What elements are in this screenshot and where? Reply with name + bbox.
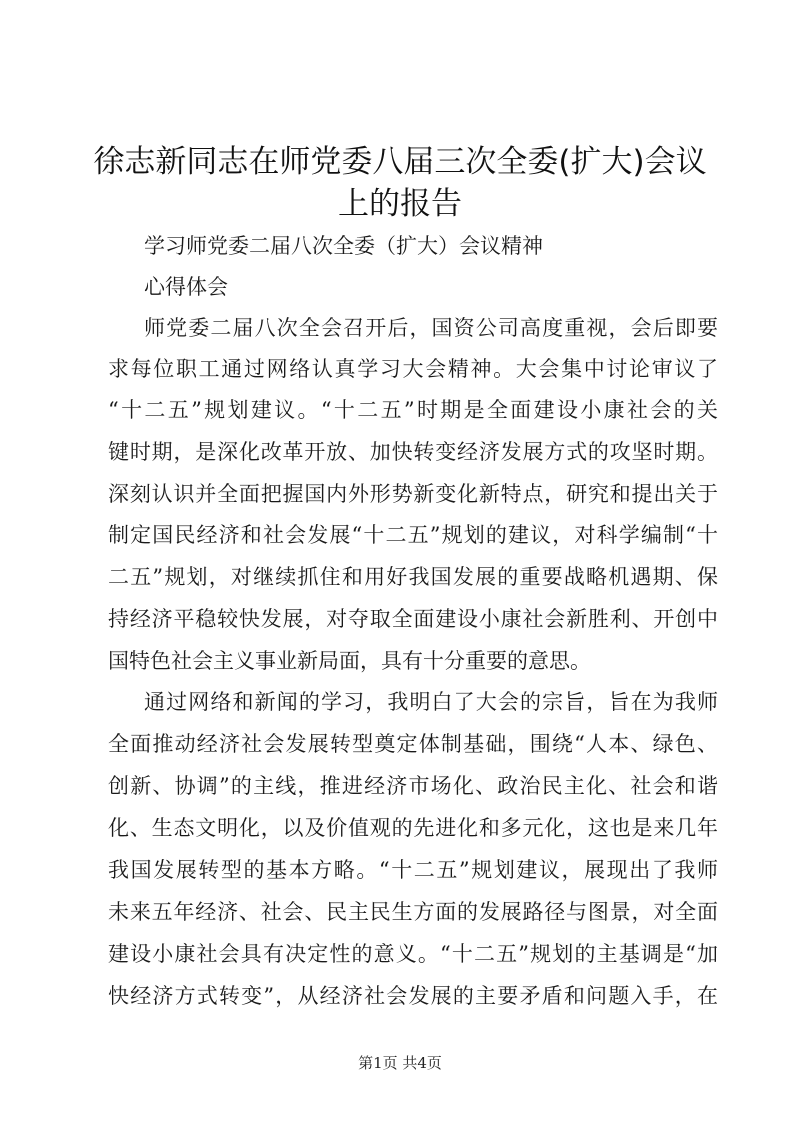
text-line: 建设小康社会具有决定性的意义。“十二五”规划的主基调是“加: [108, 942, 718, 966]
text-line: 通过网络和新闻的学习，我明白了大会的宗旨，旨在为我师: [144, 690, 718, 714]
text-line: 求每位职工通过网络认真学习大会精神。大会集中讨论审议了: [108, 357, 718, 381]
text-line: 未来五年经济、社会、民主民生方面的发展路径与图景，对全面: [108, 900, 718, 924]
text-line: 师党委二届八次全会召开后，国资公司高度重视，会后即要: [144, 316, 718, 340]
text-line: 快经济方式转变”，从经济社会发展的主要矛盾和问题入手，在: [108, 984, 718, 1008]
text-line: 深刻认识并全面把握国内外形势新变化新特点，研究和提出关于: [108, 482, 718, 506]
text-line: 持经济平稳较快发展，对夺取全面建设小康社会新胜利、开创中: [108, 607, 718, 631]
text-line: 国特色社会主义事业新局面，具有十分重要的意思。: [108, 649, 591, 673]
text-line: 化、生态文明化，以及价值观的先进化和多元化，这也是来几年: [108, 816, 718, 840]
title-line: 徐志新同志在师党委八届三次全委(扩大)会议: [93, 144, 707, 180]
subtitle-line: 学习师党委二届八次全委（扩大）会议精神: [144, 234, 543, 258]
text-line: 全面推动经济社会发展转型奠定体制基础，围绕“人本、绿色、: [108, 732, 718, 756]
text-line: 我国发展转型的基本方略。“十二五”规划建议，展现出了我师: [108, 858, 718, 882]
subtitle-line: 心得体会: [144, 275, 228, 299]
title-line: 上的报告: [338, 186, 462, 222]
text-line: “十二五”规划建议。“十二五”时期是全面建设小康社会的关: [108, 398, 718, 422]
page-number: 第1页 共4页: [358, 1054, 442, 1072]
text-line: 二五”规划，对继续抓住和用好我国发展的重要战略机遇期、保: [108, 565, 718, 589]
text-line: 创新、协调”的主线，推进经济市场化、政治民主化、社会和谐: [108, 774, 718, 798]
text-line: 键时期，是深化改革开放、加快转变经济发展方式的攻坚时期。: [108, 440, 718, 464]
text-line: 制定国民经济和社会发展“十二五”规划的建议，对科学编制“十: [108, 523, 718, 547]
